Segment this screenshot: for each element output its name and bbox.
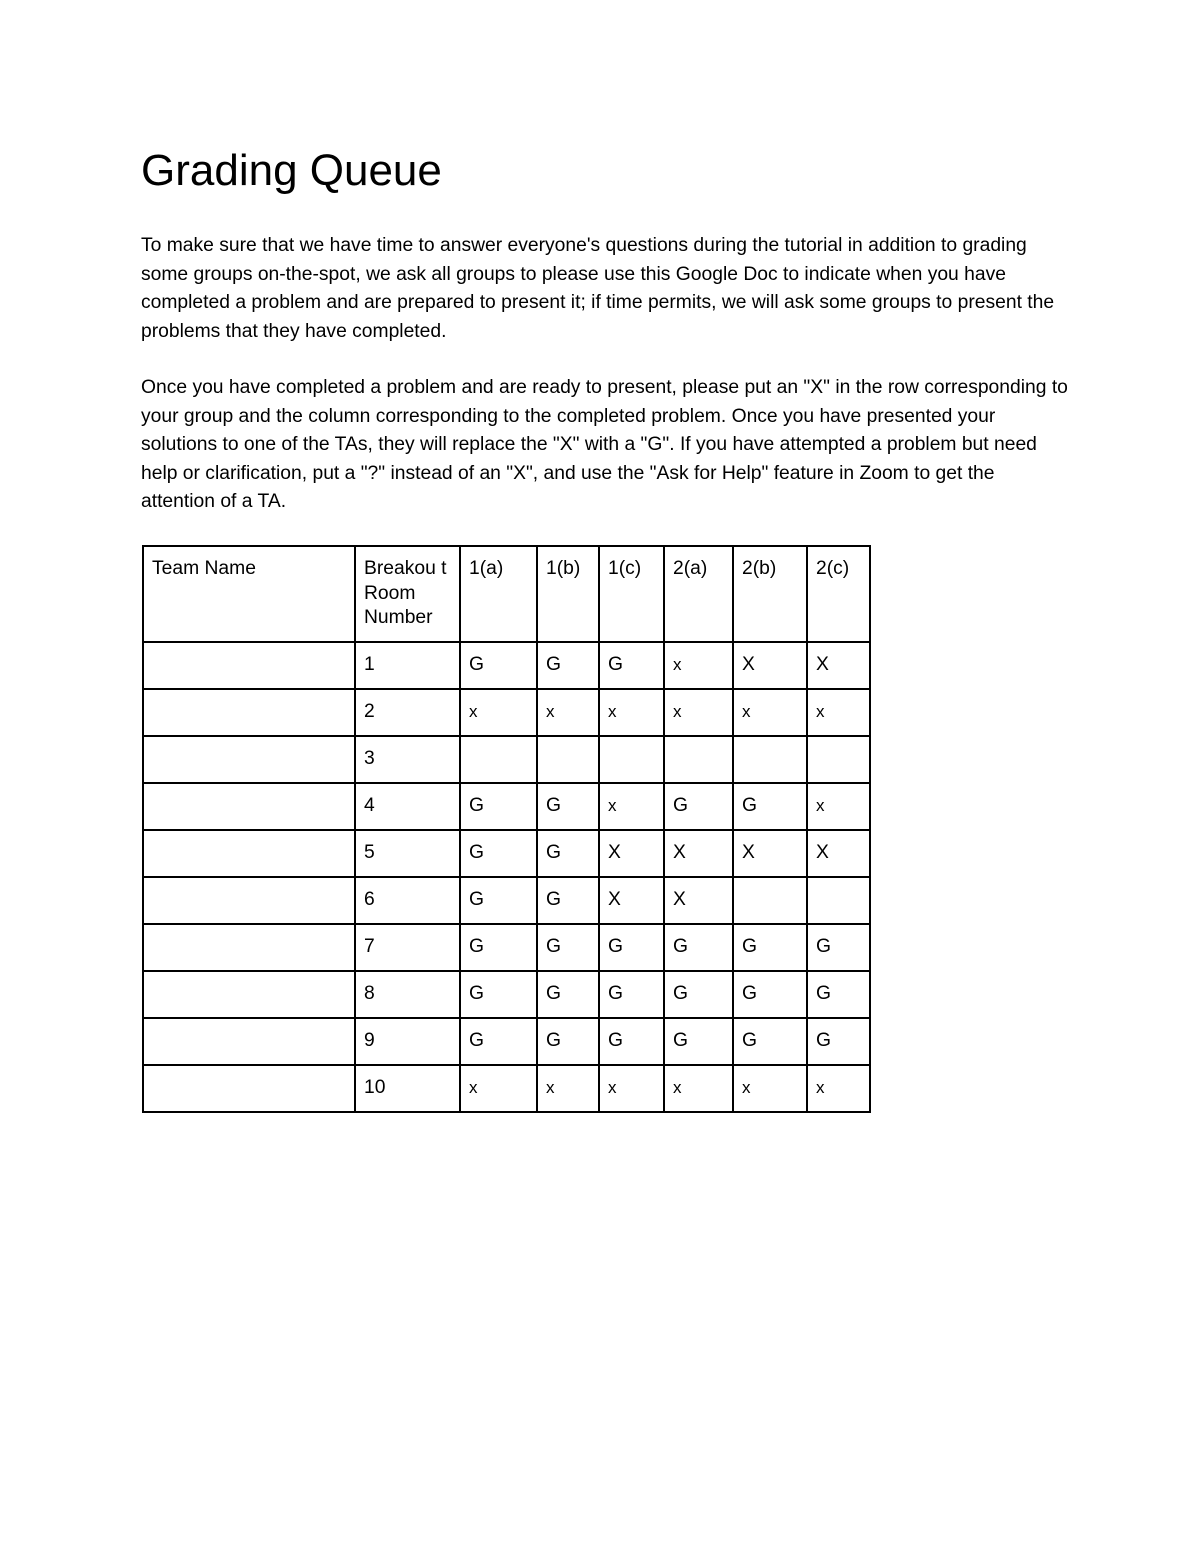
table-row (143, 736, 870, 783)
team-name-cell[interactable] (143, 783, 355, 830)
problem-1c-cell[interactable]: x (599, 783, 664, 830)
problem-1b-cell[interactable]: G (537, 783, 599, 830)
problem-2a-cell[interactable]: x (664, 642, 733, 689)
header-problem-2a: 2(a) (664, 546, 733, 642)
table-row (143, 689, 870, 736)
grading-queue-table (142, 545, 871, 1113)
table-row (143, 642, 870, 689)
problem-2a-cell[interactable]: G (664, 924, 733, 971)
room-number-cell: 7 (355, 924, 460, 971)
problem-1a-cell[interactable]: G (460, 1018, 537, 1065)
problem-1c-cell[interactable]: x (599, 1065, 664, 1112)
problem-1b-cell[interactable]: G (537, 1018, 599, 1065)
header-problem-1c: 1(c) (599, 546, 664, 642)
room-number-cell: 3 (355, 736, 460, 783)
problem-2a-cell[interactable]: X (664, 830, 733, 877)
room-number-cell: 4 (355, 783, 460, 830)
table-row (143, 971, 870, 1018)
problem-2c-cell[interactable]: G (807, 1018, 870, 1065)
problem-1c-cell[interactable] (599, 736, 664, 783)
problem-2b-cell[interactable]: x (733, 1065, 807, 1112)
header-problem-2b: 2(b) (733, 546, 807, 642)
problem-2b-cell[interactable]: X (733, 642, 807, 689)
header-problem-1b: 1(b) (537, 546, 599, 642)
problem-2c-cell[interactable]: x (807, 1065, 870, 1112)
problem-1a-cell[interactable] (460, 736, 537, 783)
problem-2a-cell[interactable]: x (664, 1065, 733, 1112)
instructions-paragraph-1: To make sure that we have time to answer everyone's questions during the tutorial in addition to grading some groups on-the-spot, we ask all groups to please use this Google Doc to indicate when you have completed a problem and are prepared to present it; if time permits, we will ask some groups to present the problems that they have completed. (141, 235, 1055, 342)
problem-2a-cell[interactable]: G (664, 971, 733, 1018)
grading-queue-body (143, 546, 870, 1112)
team-name-cell[interactable] (143, 642, 355, 689)
problem-1a-cell[interactable]: G (460, 877, 537, 924)
room-number-cell: 1 (355, 642, 460, 689)
problem-1c-cell[interactable]: G (599, 1018, 664, 1065)
team-name-cell[interactable] (143, 924, 355, 971)
problem-2a-cell[interactable]: x (664, 689, 733, 736)
problem-2a-cell[interactable] (664, 736, 733, 783)
problem-1a-cell[interactable]: G (460, 830, 537, 877)
problem-1c-cell[interactable]: X (599, 830, 664, 877)
problem-1a-cell[interactable]: x (460, 689, 537, 736)
problem-1c-cell[interactable]: G (599, 642, 664, 689)
page-title: Grading Queue (141, 146, 442, 195)
problem-2b-cell[interactable]: x (733, 689, 807, 736)
problem-2c-cell[interactable]: G (807, 971, 870, 1018)
header-team-name: Team Name (143, 546, 355, 642)
problem-2b-cell[interactable] (733, 736, 807, 783)
table-row (143, 1065, 870, 1112)
team-name-cell[interactable] (143, 736, 355, 783)
table-header-row (143, 546, 870, 642)
header-breakout-room-number: Breakou t Room Number (355, 546, 460, 642)
problem-2c-cell[interactable]: x (807, 783, 870, 830)
problem-1b-cell[interactable]: x (537, 1065, 599, 1112)
table-row (143, 830, 870, 877)
problem-1b-cell[interactable]: G (537, 924, 599, 971)
problem-2b-cell[interactable]: G (733, 924, 807, 971)
problem-1c-cell[interactable]: G (599, 971, 664, 1018)
header-problem-1a: 1(a) (460, 546, 537, 642)
problem-1a-cell[interactable]: x (460, 1065, 537, 1112)
problem-2c-cell[interactable]: X (807, 830, 870, 877)
team-name-cell[interactable] (143, 1018, 355, 1065)
table-row (143, 1018, 870, 1065)
problem-1c-cell[interactable]: X (599, 877, 664, 924)
problem-2a-cell[interactable]: X (664, 877, 733, 924)
header-problem-2c: 2(c) (807, 546, 870, 642)
team-name-cell[interactable] (143, 877, 355, 924)
team-name-cell[interactable] (143, 971, 355, 1018)
problem-1b-cell[interactable]: G (537, 642, 599, 689)
room-number-cell: 6 (355, 877, 460, 924)
table-row (143, 877, 870, 924)
table-row (143, 924, 870, 971)
room-number-cell: 10 (355, 1065, 460, 1112)
problem-1b-cell[interactable]: G (537, 971, 599, 1018)
problem-2b-cell[interactable]: G (733, 783, 807, 830)
room-number-cell: 9 (355, 1018, 460, 1065)
room-number-cell: 2 (355, 689, 460, 736)
problem-2b-cell[interactable] (733, 877, 807, 924)
problem-1c-cell[interactable]: G (599, 924, 664, 971)
instructions-paragraph-2: Once you have completed a problem and are ready to present, please put an "X" in the row corresponding to your group and the column corresponding to the completed problem. Once you have presented your solutions to one of the TAs, they will replace the "X" with a "G". If you have attempted a problem but need help or clarification, put a "?" instead of an "X", and use the "Ask for Help" feature in Zoom to get the attention of a TA. (141, 377, 1068, 512)
problem-2c-cell[interactable]: G (807, 924, 870, 971)
problem-1b-cell[interactable]: G (537, 877, 599, 924)
problem-2b-cell[interactable]: G (733, 971, 807, 1018)
team-name-cell[interactable] (143, 689, 355, 736)
team-name-cell[interactable] (143, 1065, 355, 1112)
problem-1c-cell[interactable]: x (599, 689, 664, 736)
problem-2a-cell[interactable]: G (664, 1018, 733, 1065)
problem-1b-cell[interactable]: G (537, 830, 599, 877)
problem-1a-cell[interactable]: G (460, 971, 537, 1018)
problem-2c-cell[interactable] (807, 736, 870, 783)
problem-1a-cell[interactable]: G (460, 642, 537, 689)
problem-2c-cell[interactable]: X (807, 642, 870, 689)
room-number-cell: 8 (355, 971, 460, 1018)
room-number-cell: 5 (355, 830, 460, 877)
team-name-cell[interactable] (143, 830, 355, 877)
table-row (143, 783, 870, 830)
problem-2c-cell[interactable] (807, 877, 870, 924)
problem-2c-cell[interactable]: x (807, 689, 870, 736)
problem-1b-cell[interactable]: x (537, 689, 599, 736)
problem-2b-cell[interactable]: G (733, 1018, 807, 1065)
problem-1a-cell[interactable]: G (460, 924, 537, 971)
problem-2a-cell[interactable]: G (664, 783, 733, 830)
problem-1b-cell[interactable] (537, 736, 599, 783)
problem-2b-cell[interactable]: X (733, 830, 807, 877)
problem-1a-cell[interactable]: G (460, 783, 537, 830)
